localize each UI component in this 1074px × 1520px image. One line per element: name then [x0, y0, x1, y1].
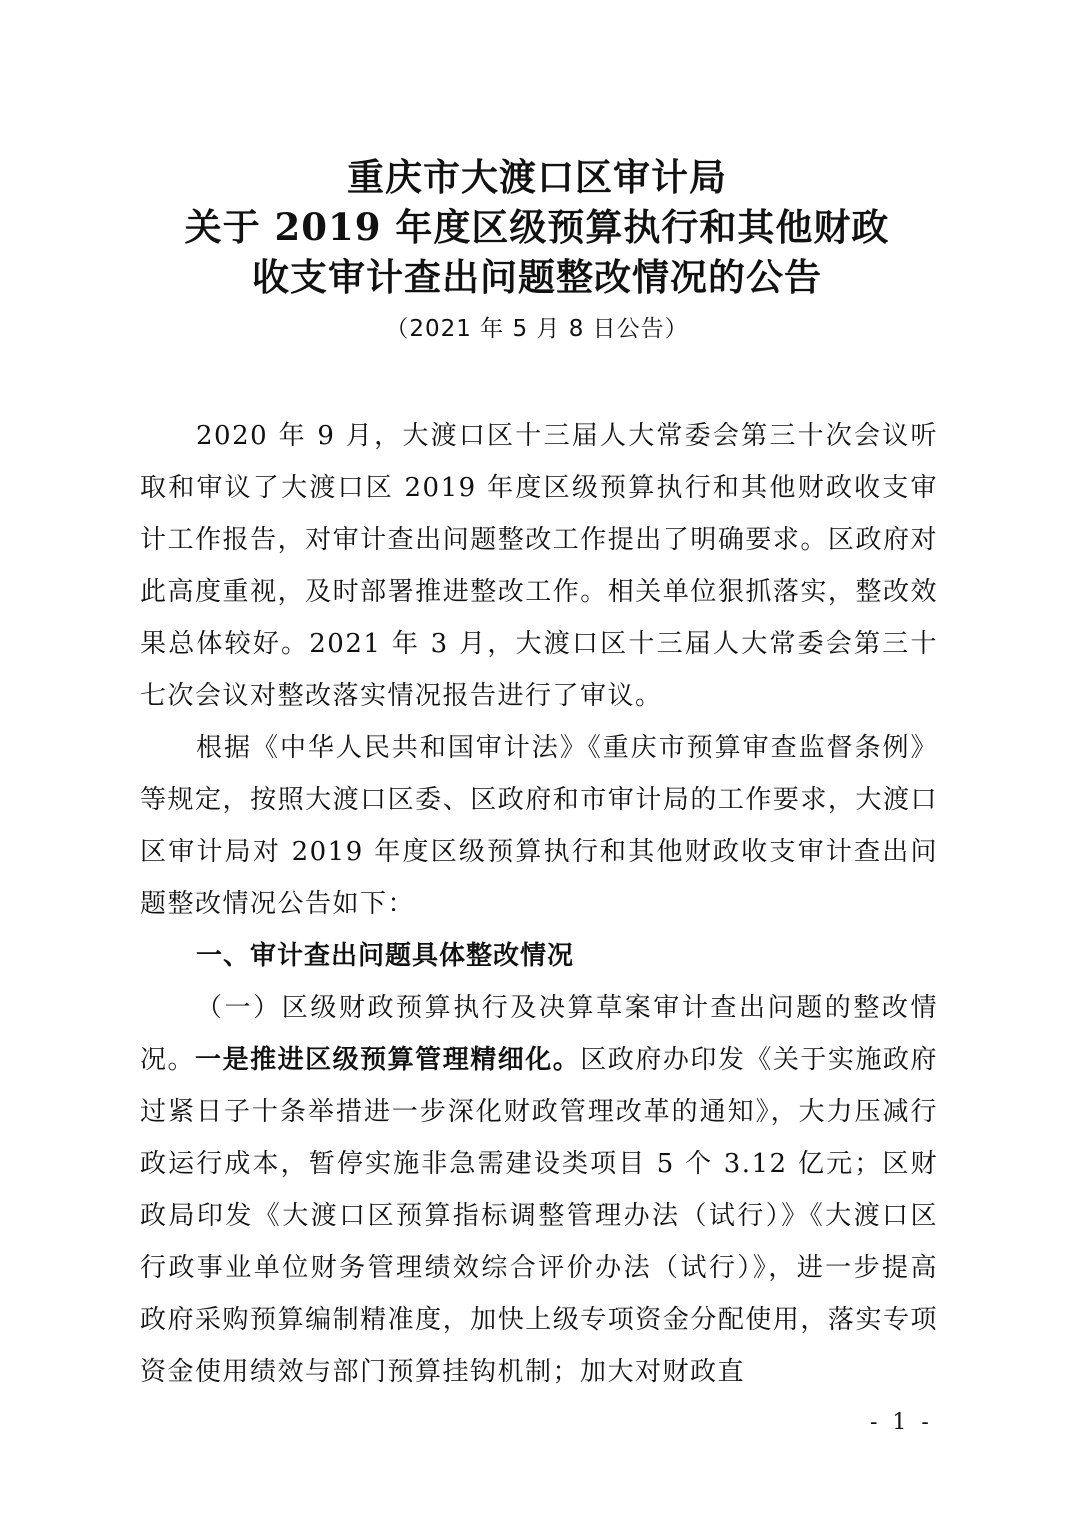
key-point-bold: 一是推进区级预算管理精细化。 — [195, 1045, 581, 1075]
announcement-date: （2021 年 5 月 8 日公告） — [385, 316, 689, 342]
subsection-detail: 区政府办印发《关于实施政府过紧日子十条举措进一步深化财政管理改革的通知》，大力压减行政运行成本，暂停实施非急需建设类项目 5 个 3.12 亿元；区财政局印发《大渡口区预算指标调整管理办法（试行）》《大渡口区行政事业单位财务管理绩效综合评价办法（试行）》，进一步提高政府采购预算编制精准度，加快上级专项资金分配使用，落实专项资金使用绩效与部门预算挂钩机制；加大对财政直 — [140, 1045, 938, 1387]
title-line-1: 重庆市大渡口区审计局 — [347, 155, 727, 199]
page-number: - 1 - — [870, 1410, 933, 1435]
document-body — [140, 410, 938, 1398]
paragraph-basis: 根据《中华人民共和国审计法》《重庆市预算审查监督条例》等规定，按照大渡口区委、区政府和市审计局的工作要求，大渡口区审计局对 2019 年度区级预算执行和其他财政收支审计查出问题整改情况公告如下： — [140, 733, 938, 919]
title-line-2: 关于 2019 年度区级预算执行和其他财政 — [184, 205, 890, 249]
section-heading: 一、审计查出问题具体整改情况 — [196, 941, 575, 971]
paragraph-budget-rectification — [140, 982, 938, 1398]
subsection-intro: （一）区级财政预算执行及决算草案审计查出问题的整改情况。 — [140, 993, 938, 1075]
title-line-3: 收支审计查出问题整改情况的公告 — [252, 255, 822, 299]
paragraph-background: 2020 年 9 月，大渡口区十三届人大常委会第三十次会议听取和审议了大渡口区 2019 年度区级预算执行和其他财政收支审计工作报告，对审计查出问题整改工作提出了明确要求。区政府对此高度重视，及时部署推进整改工作。相关单位狠抓落实，整改效果总体较好。2021 年 3 月，大渡口区十三届人大常委会第三十七次会议对整改落实情况报告进行了审议。 — [140, 421, 938, 711]
document-title-block — [0, 152, 1074, 344]
